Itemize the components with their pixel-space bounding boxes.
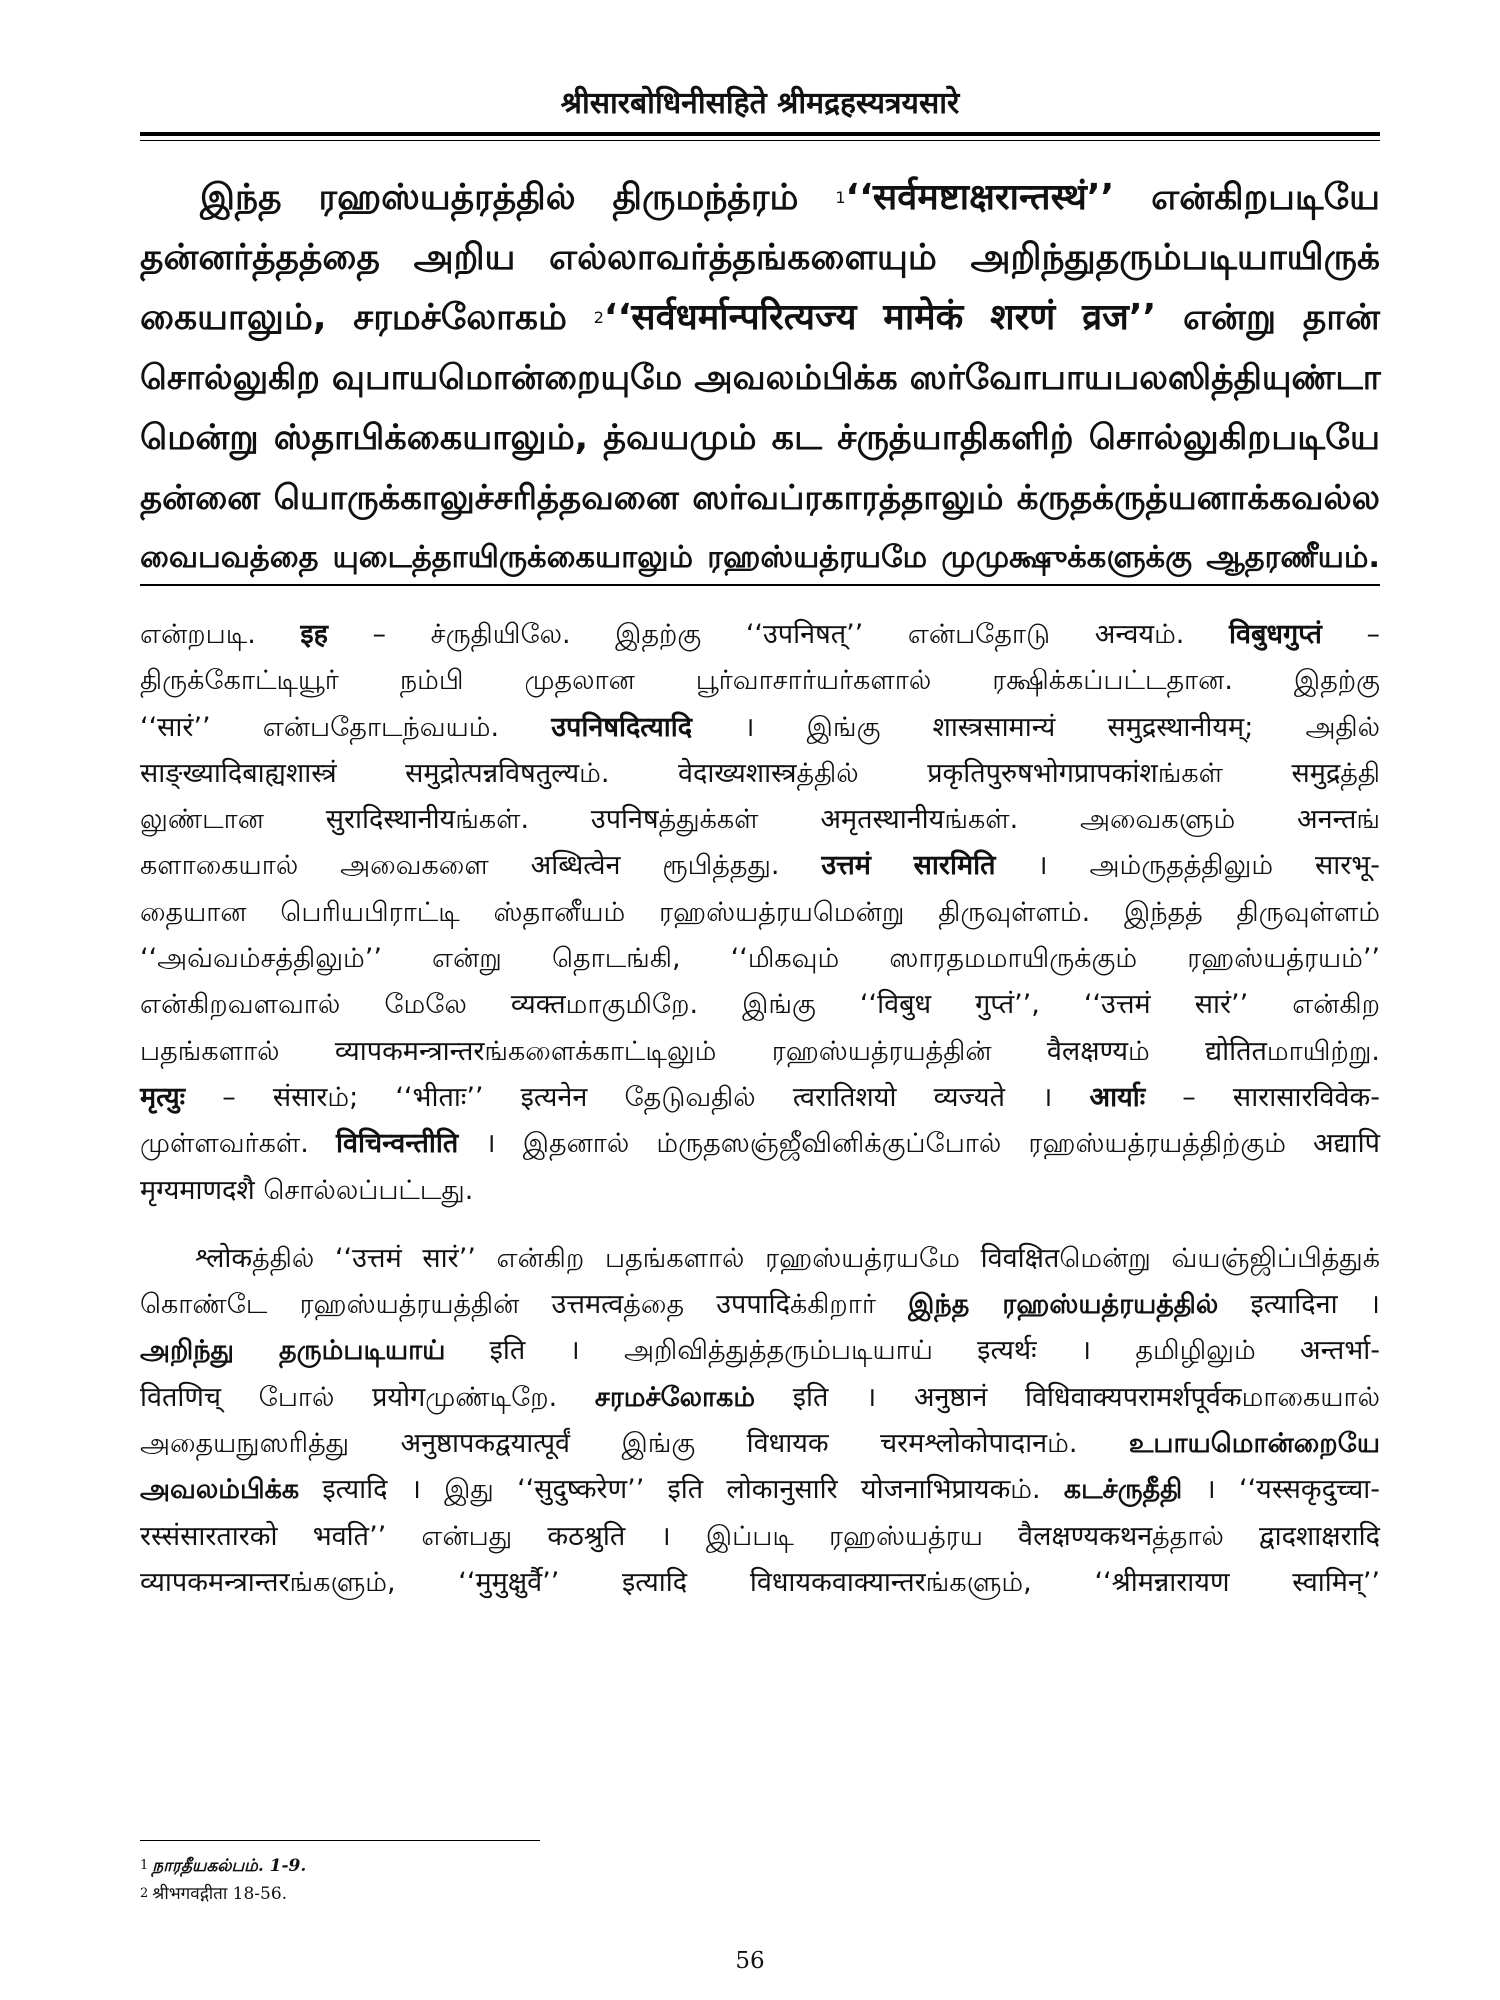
main-text-segment: கையாலும், சரமச்லோகம் bbox=[140, 297, 594, 338]
commentary-line bbox=[140, 658, 1380, 704]
main-text-line bbox=[140, 348, 1380, 408]
commentary-line bbox=[140, 1375, 1380, 1421]
commentary-segment: श्लोकத்தில் ‘‘उत्तमं सारं’’ என்கிற பதங்களால் ரஹஸ்யத்ரயமே विवक्षितமென்று வ்யஞ்ஜிப்பித்துக் bbox=[195, 1242, 1380, 1274]
commentary-line bbox=[140, 751, 1380, 797]
main-text-block bbox=[140, 168, 1380, 588]
commentary-segment: इति । அறிவித்துத்தரும்படியாய் इत्यर्थः । தமிழிலும் अन्तर्भा- bbox=[445, 1335, 1381, 1367]
commentary-segment: । ‘‘यस्सकृदुच्चा- bbox=[1182, 1474, 1380, 1506]
emphasized-term: विचिन्वन्तीति bbox=[335, 1128, 459, 1160]
main-text-segment: வைபவத்தை யுடைத்தாயிருக்கையாலும் ரஹஸ்யத்ரயமே முமுக்ஷுக்களுக்கு ஆதரணீயம். bbox=[140, 540, 1380, 575]
footnote-rule bbox=[140, 1840, 540, 1841]
main-text-line bbox=[140, 528, 1380, 588]
commentary-line bbox=[140, 612, 1380, 658]
commentary-line bbox=[140, 705, 1380, 751]
footnotes bbox=[140, 1852, 940, 1908]
commentary-line bbox=[140, 797, 1380, 843]
commentary-line bbox=[140, 1467, 1380, 1513]
commentary-segment: इति । अनुष्ठानं विधिवाक्यपरामर्शपूर्वकமாகையால் bbox=[755, 1381, 1380, 1413]
commentary-segment: । இதனால் ம்ருதஸஞ்ஜீவினிக்குப்போல் ரஹஸ்யத்ரயத்திற்கும் अद्यापि bbox=[458, 1128, 1381, 1160]
commentary-segment: । இங்கு शास्त्रसामान्यं समुद्रस्थानीयम्; அதில் bbox=[692, 711, 1380, 743]
footnote bbox=[140, 1852, 940, 1880]
commentary-segment: – ச்ருதியிலே. இதற்கு ‘‘उपनिषत्’’ என்பதோடு अन्वयம். bbox=[327, 619, 1229, 650]
commentary-segment: ‘‘सारं’’ என்பதோடந்வயம். bbox=[140, 711, 552, 743]
commentary-segment: – bbox=[1321, 619, 1380, 650]
commentary-block bbox=[140, 612, 1380, 1606]
header-rule-thick bbox=[140, 132, 1380, 136]
commentary-line bbox=[140, 1328, 1380, 1374]
commentary-line bbox=[140, 1029, 1380, 1075]
emphasized-term: அறிந்து தரும்படியாய் bbox=[140, 1335, 446, 1367]
main-text-line bbox=[140, 408, 1380, 468]
emphasized-term: சரமச்லோகம் bbox=[594, 1381, 756, 1413]
commentary-line bbox=[140, 1282, 1380, 1328]
commentary-segment: ‘‘அவ்வம்சத்திலும்’’ என்று தொடங்கி, ‘‘மிகவும் ஸாரதமமாயிருக்கும் ரஹஸ்யத்ரயம்’’ bbox=[140, 943, 1380, 975]
main-text-line bbox=[140, 288, 1380, 348]
commentary-segment: साङ्ख्यादिबाह्यशास्त्रं समुद्रोत्पन्नविषतुल्यம். वेदाख्यशास्त्रத்தில் प्रकृतिपुरुषभोगप्रापकांशங்கள் समुद्रத்தி bbox=[140, 757, 1380, 789]
commentary-segment: திருக்கோட்டியூர் நம்பி முதலான பூர்வாசார்யர்களால் ரக்ஷிக்கப்பட்டதான. இதற்கு bbox=[140, 665, 1380, 697]
footnote-text: श्रीभगवद्गीता 18-56. bbox=[152, 1884, 288, 1904]
commentary-line bbox=[140, 1168, 1380, 1214]
main-text-segment: தன்னர்த்தத்தை அறிய எல்லாவர்த்தங்களையும் அறிந்துதரும்படியாயிருக் bbox=[140, 237, 1380, 278]
emphasized-term: इह bbox=[300, 619, 328, 650]
commentary-segment: इत्यादि । இது ‘‘सुदुष्करेण’’ इति लोकानुसारि योजनाभिप्रायकம். bbox=[299, 1474, 1064, 1506]
emphasized-term: உபாயமொன்றையே bbox=[1128, 1428, 1380, 1460]
main-text-line bbox=[140, 168, 1380, 228]
commentary-line bbox=[140, 1560, 1380, 1606]
main-text-segment: ‘‘सर्वधर्मान्परित्यज्य मामेकं शरणं व्रज’’ என்று தான் bbox=[603, 297, 1380, 338]
commentary-segment: பதங்களால் व्यापकमन्त्रान्तरங்களைக்காட்டிலும் ரஹஸ்யத்ரயத்தின் वैलक्षण्यம் द्योतितமாயிற்று. bbox=[140, 1035, 1380, 1067]
commentary-line bbox=[140, 890, 1380, 936]
footnote bbox=[140, 1880, 940, 1908]
commentary-line bbox=[140, 843, 1380, 889]
commentary-segment: லுண்டான सुरादिस्थानीयங்கள். उपनिषத்துக்கள் अमृतस्थानीयங்கள். அவைகளும் अनन्तங் bbox=[140, 804, 1380, 836]
footnote-marker: 1 bbox=[835, 188, 846, 207]
main-text-segment: சொல்லுகிற வுபாயமொன்றையுமே அவலம்பிக்க ஸர்வோபாயபலஸித்தியுண்டா bbox=[140, 358, 1381, 398]
commentary-segment: मृग्यमाणदशै சொல்லப்பட்டது. bbox=[140, 1174, 474, 1206]
header-rule-thin bbox=[140, 140, 1380, 141]
emphasized-term: आर्याः bbox=[1089, 1081, 1146, 1113]
commentary-segment: களாகையால் அவைகளை अब्धित्वेन ரூபித்தது. bbox=[140, 850, 822, 882]
commentary-segment: என்கிறவளவால் மேலே व्यक्तமாகுமிறே. இங்கு ‘‘विबुध गुप्तं’’, ‘‘उत्तमं सारं’’ என்கிற bbox=[140, 989, 1380, 1021]
commentary-segment: व्यापकमन्त्रान्तरங்களும், ‘‘मुमुक्षुर्वै’’ इत्यादि विधायकवाक्यान्तरங்களும், ‘‘श्रीमन्नारायण स्वामिन्’’ bbox=[140, 1566, 1380, 1598]
main-text-line bbox=[140, 228, 1380, 288]
commentary-segment: கொண்டே ரஹஸ்யத்ரயத்தின் उत्तमत्वத்தை उपपादिக்கிறார் bbox=[140, 1289, 909, 1321]
commentary-line bbox=[140, 982, 1380, 1028]
section-divider bbox=[140, 584, 1380, 586]
emphasized-term: இந்த ரஹஸ்யத்ரயத்தில் bbox=[908, 1289, 1219, 1321]
commentary-line bbox=[140, 936, 1380, 982]
commentary-segment: அதையநுஸரித்து अनुष्ठापकद्वयात्पूर्वं இங்கு विधायक चरमश्लोकोपादानம். bbox=[140, 1428, 1129, 1460]
commentary-segment: रस्संसारतारको भवति’’ என்பது कठश्रुति । இப்படி ரஹஸ்யத்ரய वैलक्षण्यकथनத்தால் द्वादशाक्षरादि bbox=[140, 1520, 1380, 1552]
commentary-segment: முள்ளவர்கள். bbox=[140, 1128, 336, 1160]
commentary-segment: इत्यादिना । bbox=[1218, 1289, 1380, 1321]
main-text-segment: இந்த ரஹஸ்யத்ரத்தில் திருமந்த்ரம் bbox=[200, 177, 836, 218]
commentary-segment: । அம்ருதத்திலும் सारभू- bbox=[995, 850, 1381, 882]
emphasized-term: मृत्युः bbox=[140, 1081, 186, 1113]
footnote-marker: 2 bbox=[593, 308, 604, 327]
main-text-segment: தன்னை யொருக்காலுச்சரித்தவனை ஸர்வப்ரகாரத்தாலும் க்ருதக்ருத்யனாக்கவல்ல bbox=[140, 478, 1380, 518]
footnote-number: 1 bbox=[140, 1858, 149, 1873]
emphasized-term: उपनिषदित्यादि bbox=[551, 711, 693, 743]
commentary-segment: என்றபடி. bbox=[140, 619, 301, 650]
emphasized-term: அவலம்பிக்க bbox=[140, 1474, 300, 1506]
main-text-line bbox=[140, 468, 1380, 528]
commentary-segment: – संसारம்; ‘‘भीताः’’ इत्यनेन தேடுவதில் त्वरातिशयो व्यज्यते । bbox=[185, 1081, 1090, 1113]
footnote-text: நாரதீயகல்பம். 1-9. bbox=[152, 1856, 307, 1876]
main-text-segment: ‘‘सर्वमष्टाक्षरान्तस्थं’’ என்கிறபடியே bbox=[845, 177, 1380, 218]
page-number: 56 bbox=[735, 1948, 765, 1974]
commentary-line bbox=[140, 1514, 1380, 1560]
commentary-line bbox=[140, 1121, 1380, 1167]
emphasized-term: उत्तमं सारमिति bbox=[821, 850, 996, 882]
main-text-segment: மென்று ஸ்தாபிக்கையாலும், த்வயமும் கட ச்ருத்யாதிகளிற் சொல்லுகிறபடியே bbox=[140, 418, 1380, 458]
paragraph-gap bbox=[140, 1214, 1380, 1236]
footnote-number: 2 bbox=[140, 1886, 149, 1901]
commentary-line bbox=[140, 1075, 1380, 1121]
emphasized-term: கடச்ருதீதி bbox=[1063, 1474, 1183, 1506]
commentary-line bbox=[140, 1421, 1380, 1467]
running-header: श्रीसारबोधिनीसहिते श्रीमद्रहस्यत्रयसारे bbox=[560, 86, 960, 121]
emphasized-term: विबुधगुप्तं bbox=[1228, 619, 1322, 650]
commentary-segment: தையான பெரியபிராட்டி ஸ்தானீயம் ரஹஸ்யத்ரயமென்று திருவுள்ளம். இந்தத் திருவுள்ளம் bbox=[140, 896, 1380, 928]
commentary-line bbox=[140, 1236, 1380, 1282]
commentary-segment: – सारासारविवेक- bbox=[1145, 1081, 1381, 1113]
commentary-segment: वितणिच् போல் प्रयोगமுண்டிறே. bbox=[140, 1381, 595, 1413]
